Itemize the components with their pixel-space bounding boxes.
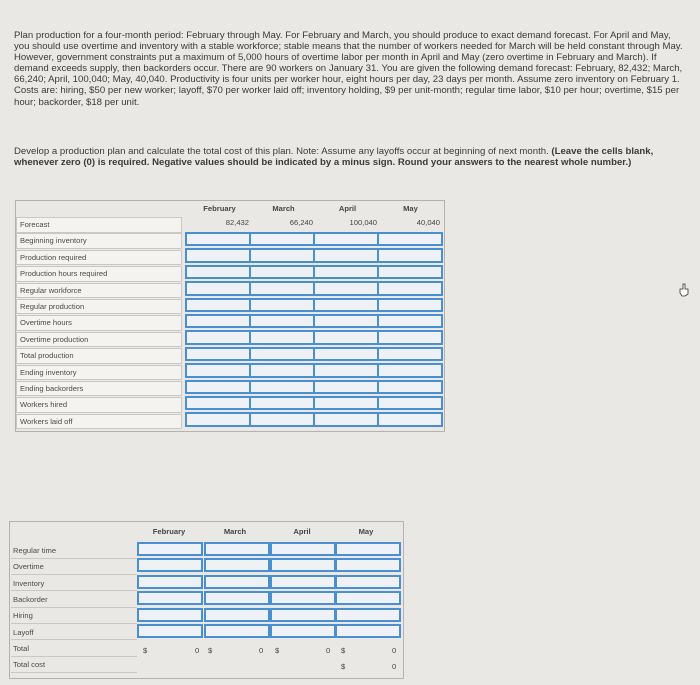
cost-row-label: Total cost: [11, 657, 137, 673]
production-input-may[interactable]: [377, 330, 443, 344]
cost-input-february[interactable]: [137, 558, 203, 572]
forecast-may: 40,040: [416, 218, 440, 227]
production-input-march[interactable]: [249, 347, 315, 361]
cost-input-may[interactable]: [335, 558, 401, 572]
production-input-may[interactable]: [377, 412, 443, 426]
cost-input-may[interactable]: [335, 542, 401, 556]
cost-input-april[interactable]: [270, 575, 336, 589]
cost-row-labels: [11, 543, 137, 674]
cost-header-march: March: [223, 527, 247, 536]
production-column-april: [313, 232, 379, 429]
cost-input-march[interactable]: [204, 591, 270, 605]
instructions: [14, 146, 686, 168]
production-input-may[interactable]: [377, 396, 443, 410]
production-input-april[interactable]: [313, 232, 379, 246]
production-input-april[interactable]: [313, 363, 379, 377]
cost-row-label: Overtime: [11, 559, 137, 575]
production-input-february[interactable]: [185, 396, 251, 410]
production-row-label: Production hours required: [16, 266, 182, 282]
production-input-may[interactable]: [377, 347, 443, 361]
production-input-march[interactable]: [249, 265, 315, 279]
production-row-labels: [16, 217, 182, 430]
cost-row-label: Regular time: [11, 543, 137, 559]
cost-input-april[interactable]: [270, 591, 336, 605]
production-input-march[interactable]: [249, 298, 315, 312]
production-input-march[interactable]: [249, 281, 315, 295]
production-header-may: May: [403, 204, 418, 213]
cost-input-april[interactable]: [270, 624, 336, 638]
production-input-may[interactable]: [377, 232, 443, 246]
cost-input-march[interactable]: [204, 608, 270, 622]
production-input-may[interactable]: [377, 314, 443, 328]
total-april-dollar: $: [275, 646, 280, 655]
production-input-march[interactable]: [249, 232, 315, 246]
production-row-label: Beginning inventory: [16, 233, 182, 249]
production-input-april[interactable]: [313, 380, 379, 394]
cost-input-february[interactable]: [137, 591, 203, 605]
production-input-march[interactable]: [249, 412, 315, 426]
cost-column-april: [270, 542, 336, 640]
cost-header-april: April: [293, 527, 311, 536]
production-input-february[interactable]: [185, 314, 251, 328]
production-input-may[interactable]: [377, 281, 443, 295]
production-input-february[interactable]: [185, 347, 251, 361]
production-input-april[interactable]: [313, 347, 379, 361]
production-input-february[interactable]: [185, 248, 251, 262]
cost-input-march[interactable]: [204, 558, 270, 572]
production-column-february: [185, 232, 251, 429]
cost-input-february[interactable]: [137, 575, 203, 589]
forecast-february: 82,432: [225, 218, 249, 227]
production-row-label: Forecast: [16, 217, 182, 233]
forecast-march: 66,240: [289, 218, 313, 227]
production-input-april[interactable]: [313, 265, 379, 279]
cost-input-april[interactable]: [270, 558, 336, 572]
total-cost-dollar: $: [341, 662, 346, 671]
production-header-april: April: [338, 204, 357, 213]
production-input-february[interactable]: [185, 298, 251, 312]
production-input-april[interactable]: [313, 412, 379, 426]
production-input-february[interactable]: [185, 281, 251, 295]
production-input-april[interactable]: [313, 330, 379, 344]
total-february-dollar: $: [143, 646, 148, 655]
production-input-march[interactable]: [249, 380, 315, 394]
cost-input-may[interactable]: [335, 591, 401, 605]
production-row-label: Overtime production: [16, 332, 182, 348]
total-may-value: 0: [392, 646, 397, 655]
production-row-label: Regular workforce: [16, 283, 182, 299]
instruction-text: Develop a production plan and calculate the total cost of this plan. Note: Assume any layoffs occur at beginning of next month.: [14, 146, 549, 157]
production-input-april[interactable]: [313, 298, 379, 312]
production-input-may[interactable]: [377, 380, 443, 394]
cost-input-april[interactable]: [270, 542, 336, 556]
production-input-february[interactable]: [185, 330, 251, 344]
cost-input-february[interactable]: [137, 608, 203, 622]
production-input-february[interactable]: [185, 232, 251, 246]
cost-input-march[interactable]: [204, 575, 270, 589]
total-march-dollar: $: [208, 646, 213, 655]
production-column-march: [249, 232, 315, 429]
cost-input-march[interactable]: [204, 624, 270, 638]
production-input-april[interactable]: [313, 248, 379, 262]
instruction-note: (Leave the cells blank, whenever zero (0) is required. Negative values should be indicated by a minus sign. Round your answers to the nearest whole number.): [14, 146, 654, 169]
cost-header-may: May: [358, 527, 374, 536]
cost-row-label: Layoff: [11, 625, 137, 641]
cost-input-may[interactable]: [335, 575, 401, 589]
cost-column-march: [204, 542, 270, 640]
production-input-may[interactable]: [377, 265, 443, 279]
cost-input-may[interactable]: [335, 608, 401, 622]
cost-header-february: February: [152, 527, 186, 536]
production-input-april[interactable]: [313, 281, 379, 295]
cost-row-label: Total: [11, 641, 137, 657]
production-input-march[interactable]: [249, 314, 315, 328]
production-header-february: February: [203, 204, 236, 213]
production-row-label: Overtime hours: [16, 315, 182, 331]
cost-input-april[interactable]: [270, 608, 336, 622]
production-input-april[interactable]: [313, 396, 379, 410]
production-column-may: [377, 232, 443, 429]
production-row-label: Ending backorders: [16, 381, 182, 397]
production-input-february[interactable]: [185, 380, 251, 394]
cost-row-label: Hiring: [11, 608, 137, 624]
production-input-may[interactable]: [377, 248, 443, 262]
production-input-march[interactable]: [249, 396, 315, 410]
cost-row-label: Inventory: [11, 576, 137, 592]
total-march-value: 0: [259, 646, 264, 655]
production-input-march[interactable]: [249, 330, 315, 344]
production-input-february[interactable]: [185, 265, 251, 279]
mouse-pointer-icon: [679, 283, 691, 297]
cost-input-february[interactable]: [137, 542, 203, 556]
production-row-label: Ending inventory: [16, 365, 182, 381]
production-header-march: March: [272, 204, 295, 213]
total-cost-value: 0: [392, 662, 397, 671]
cost-column-february: [137, 542, 203, 640]
production-input-april[interactable]: [313, 314, 379, 328]
cost-input-march[interactable]: [204, 542, 270, 556]
production-row-label: Workers hired: [16, 397, 182, 413]
production-input-february[interactable]: [185, 363, 251, 377]
production-row-label: Regular production: [16, 299, 182, 315]
total-may-dollar: $: [341, 646, 346, 655]
production-row-label: Total production: [16, 348, 182, 364]
total-february-value: 0: [195, 646, 200, 655]
production-row-label: Production required: [16, 250, 182, 266]
total-april-value: 0: [326, 646, 331, 655]
cost-input-february[interactable]: [137, 624, 203, 638]
cost-input-may[interactable]: [335, 624, 401, 638]
cost-column-may: [335, 542, 401, 640]
cost-row-label: Backorder: [11, 592, 137, 608]
production-input-february[interactable]: [185, 412, 251, 426]
problem-statement: Plan production for a four-month period: February through May. For February and March, you should produce to exact demand forecast. For April and May, you should use overtime and inventory with a stable workforce; stable means that the number of workers needed for March will be held constant through May. However, government constraints put a maximum of 5,000 hours of overtime labor per month in April and May (zero overtime in February and March). If demand exceeds supply, then backorders occur. There are 90 workers on January 31. You are given the following demand forecast: February, 82,432; March, 66,240; April, 100,040; May, 40,040. Productivity is four units per worker hour, eight hours per day, 23 days per month. Assume zero inventory on February 1. Costs are: hiring, $50 per new worker; layoff, $70 per worker laid off; inventory holding, $9 per unit-month; regular time labor, $10 per hour; overtime, $15 per hour; backorder, $18 per unit.: [14, 30, 683, 108]
production-input-march[interactable]: [249, 248, 315, 262]
production-input-march[interactable]: [249, 363, 315, 377]
forecast-april: 100,040: [349, 218, 377, 227]
production-input-may[interactable]: [377, 298, 443, 312]
production-input-may[interactable]: [377, 363, 443, 377]
production-row-label: Workers laid off: [16, 414, 182, 430]
